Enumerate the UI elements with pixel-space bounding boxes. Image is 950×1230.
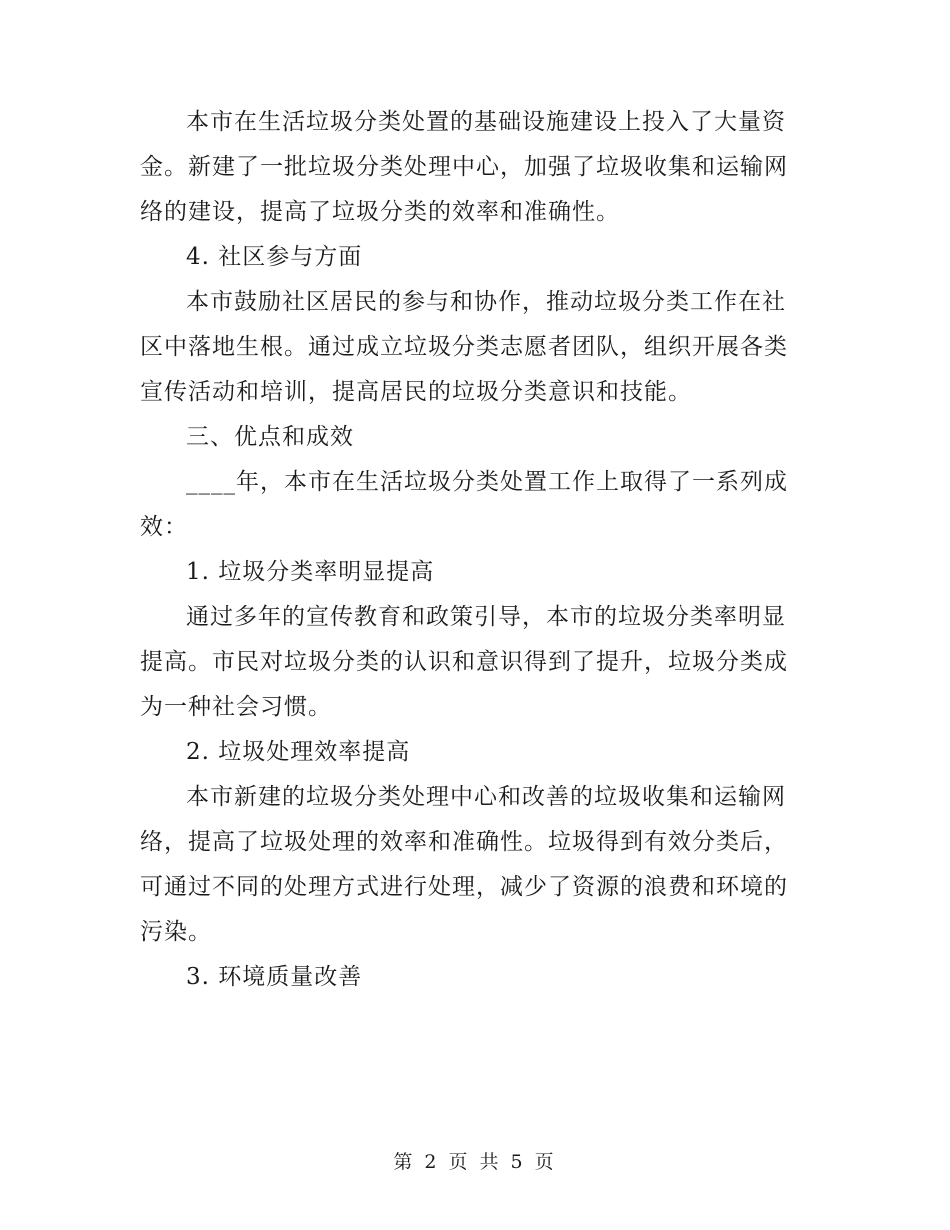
heading-processing-efficiency: 2. 垃圾处理效率提高	[186, 739, 411, 765]
paragraph-results-intro: ____年，本市在生活垃圾分类处置工作上取得了一系列成效：	[140, 469, 788, 540]
paragraph-processing-efficiency: 本市新建的垃圾分类处理中心和改善的垃圾收集和运输网络，提高了垃圾处理的效率和准确性。垃圾得到有效分类后，可通过不同的处理方式进行处理，减少了资源的浪费和环境的污染。	[140, 784, 788, 945]
page-number-footer: 第 2 页 共 5 页	[393, 1151, 557, 1173]
document-body	[140, 100, 800, 1000]
heading-advantages-results: 三、优点和成效	[186, 424, 354, 450]
paragraph-sorting-rate: 通过多年的宣传教育和政策引导，本市的垃圾分类率明显提高。市民对垃圾分类的认识和意识得到了提升，垃圾分类成为一种社会习惯。	[140, 604, 788, 720]
paragraph-infrastructure: 本市在生活垃圾分类处置的基础设施建设上投入了大量资金。新建了一批垃圾分类处理中心，加强了垃圾收集和运输网络的建设，提高了垃圾分类的效率和准确性。	[140, 109, 788, 225]
paragraph-community: 本市鼓励社区居民的参与和协作，推动垃圾分类工作在社区中落地生根。通过成立垃圾分类志愿者团队，组织开展各类宣传活动和培训，提高居民的垃圾分类意识和技能。	[140, 289, 788, 405]
heading-community-participation: 4. 社区参与方面	[186, 244, 363, 270]
heading-sorting-rate: 1. 垃圾分类率明显提高	[186, 559, 435, 585]
heading-environment-quality: 3. 环境质量改善	[186, 964, 363, 990]
